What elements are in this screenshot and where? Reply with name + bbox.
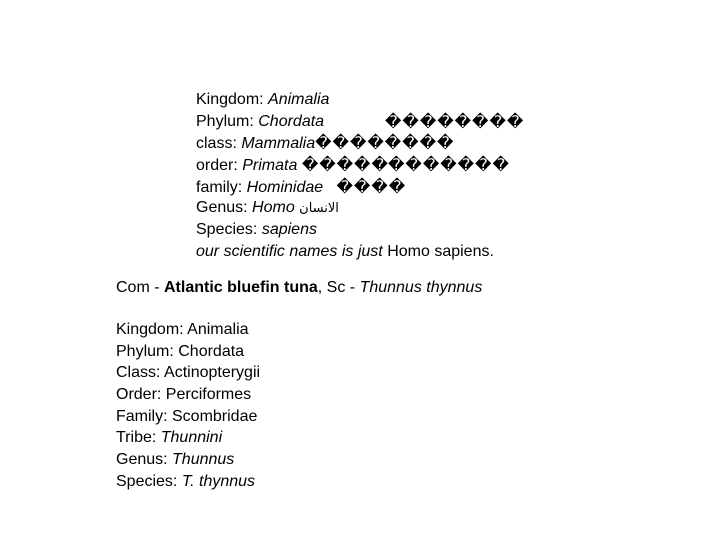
human-note-line <box>196 241 494 263</box>
order-label: order: <box>196 157 243 175</box>
tuna-phylum-line: Phylum: Chordata <box>116 342 245 360</box>
kingdom-value: Animalia <box>268 91 330 108</box>
order-missing-glyphs-2: ������� <box>388 155 510 175</box>
note-plain: Homo sapiens. <box>387 242 494 260</box>
phylum-label: Phylum: <box>196 112 259 130</box>
tuna-family-line: Family: Scombridae <box>116 407 258 425</box>
human-species-line <box>196 219 494 241</box>
species-value: sapiens <box>261 221 317 239</box>
human-family-line <box>196 176 494 198</box>
class-label: class: <box>196 135 242 153</box>
order-missing-glyphs-1: ����� <box>301 155 389 175</box>
family-value: Hominidae <box>246 178 324 196</box>
tuna-genus-line <box>116 449 260 471</box>
genus-label: Genus: <box>196 199 253 217</box>
tuna-genus-label: Genus: <box>116 451 173 469</box>
human-taxonomy <box>196 89 525 263</box>
family-label: family: <box>196 178 247 196</box>
tuna-species-label: Species: <box>116 472 182 490</box>
tuna-kingdom-line: Kingdom: Animalia <box>116 321 249 338</box>
human-genus-line <box>196 197 494 219</box>
human-order-line <box>196 154 510 176</box>
human-class-line <box>196 132 494 154</box>
phylum-missing-glyphs: �������� <box>385 111 525 131</box>
tuna-order-line: Order: Perciformes <box>116 386 252 404</box>
tuna-species-line <box>116 471 260 493</box>
tuna-taxonomy <box>116 319 260 493</box>
class-missing-glyphs: �������� <box>315 133 455 153</box>
tuna-genus-value: Thunnus <box>172 451 235 469</box>
human-kingdom-line <box>196 89 494 111</box>
tuna-class-line: Class: Actinopterygii <box>116 364 261 382</box>
note-italic: our scientific names is just <box>196 242 388 260</box>
kingdom-label: Kingdom: <box>196 91 269 108</box>
genus-arabic-text: الانسان <box>299 201 339 217</box>
tuna-heading <box>116 277 482 299</box>
class-value: Mammalia <box>241 135 316 153</box>
sc-prefix: , Sc - <box>317 279 360 296</box>
tuna-tribe-line <box>116 427 260 449</box>
genus-value: Homo <box>252 199 295 217</box>
family-missing-glyphs: ���� <box>336 176 407 196</box>
tribe-value: Thunnini <box>160 429 223 447</box>
order-value: Primata <box>242 157 302 175</box>
common-name: Atlantic bluefin tuna <box>164 279 318 296</box>
phylum-value: Chordata <box>258 112 325 130</box>
com-prefix: Com - <box>116 279 164 296</box>
scientific-name: Thunnus thynnus <box>359 279 483 296</box>
tuna-species-value: T. thynnus <box>181 472 256 490</box>
tribe-label: Tribe: <box>116 429 161 447</box>
human-phylum-line <box>196 111 525 133</box>
species-label: Species: <box>196 221 262 239</box>
